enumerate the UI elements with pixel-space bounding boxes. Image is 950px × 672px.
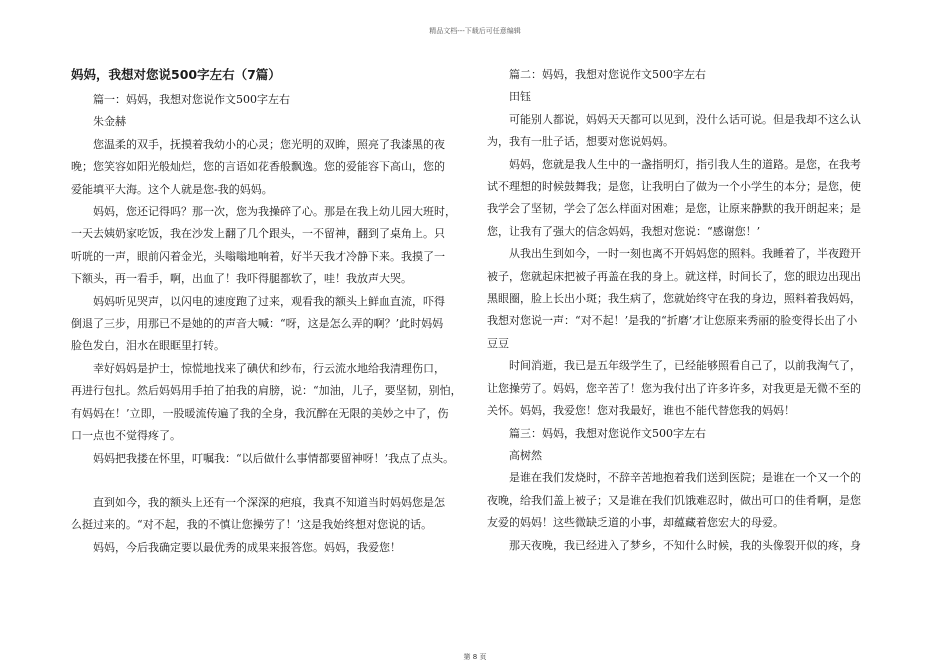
right-column: [487, 64, 885, 557]
right-text-line: 让您操劳了。妈妈，您辛苦了！您为我付出了许多许多，对我更是无微不至的: [487, 381, 861, 395]
left-text-line: 口一点也不觉得疼了。: [71, 429, 181, 443]
right-text-line: 那天夜晚，我已经进入了梦乡，不知什么时候，我的头像裂开似的疼，身: [509, 538, 861, 552]
right-text-line: 您，让我有了强大的信念妈妈，我想对您说：“感谢您！’: [487, 224, 761, 238]
left-text-line: 妈妈，今后我确定要以最优秀的成果来报答您。妈妈，我爱您！: [93, 540, 401, 554]
right-text-line: 试不理想的时候鼓舞我；是您，让我明白了做为一个小学生的本分；是您，使: [487, 180, 861, 194]
right-text-line: 篇三：妈妈，我想对您说作文500字左右: [509, 426, 706, 440]
right-text-line: 高树然: [509, 448, 542, 462]
paragraph-gap: [71, 470, 469, 492]
page-header: 精品文档---下载后可任意编辑: [429, 27, 521, 35]
right-text-line: 是谁在我们发烧时，不辞辛苦地抱着我们送到医院；是谁在一个又一个的: [509, 471, 861, 485]
left-text-line: 晚；您笑容如阳光般灿烂，您的言语如花香般飘逸。您的爱能容下高山，您的: [71, 160, 445, 174]
left-text-line: 听咣的一声，眼前闪着金光，头嗡嗡地响着，好半天我才冷静下来。我摸了一: [71, 249, 445, 263]
left-text-line: 妈妈把我搂在怀里，叮嘱我：“以后做什么事情都要留神呀！’我点了点头。: [93, 451, 455, 465]
right-text-line: 关怀。妈妈，我爱您！您对我最好，谁也不能代替您我的妈妈！: [487, 404, 795, 418]
right-text-line: 友爱的妈妈！这些微缺乏道的小事，却蕴藏着您宏大的母爱。: [487, 516, 784, 530]
left-text-line: 幸好妈妈是护士，惊慌地找来了碘伏和纱布，行云流水地给我清理伤口，: [93, 361, 445, 375]
right-text-line: 田钰: [509, 90, 531, 104]
right-text-line: 篇二：妈妈，我想对您说作文500字左右: [509, 68, 706, 81]
left-text-line: 朱金赫: [93, 115, 126, 129]
right-text-line: 时间消逝，我已是五年级学生了，已经能够照看自己了，以前我淘气了，: [509, 359, 861, 373]
left-text-line: 篇一：妈妈，我想对您说作文500字左右: [93, 93, 290, 106]
right-text-line: 从我出生到如今，一时一刻也离不开妈妈您的照料。我睡着了，半夜蹬开: [509, 247, 861, 261]
left-text-block: [71, 89, 469, 559]
right-text-line: 为，我有一肚子话，想要对您说妈妈。: [487, 135, 674, 149]
left-text-line: 脸色发白，泪水在眼眶里打转。: [71, 339, 225, 353]
right-text-line: 被子，您就起床把被子再盖在我的身上。就这样，时间长了，您的眼边出现出: [487, 269, 861, 283]
right-text-line: 可能别人都说，妈妈天天都可以见到，没什么话可说。但是我却不这么认: [509, 112, 861, 126]
left-text-line: 您温柔的双手，抚摸着我幼小的心灵；您光明的双眸，照亮了我漆黑的夜: [93, 137, 445, 151]
left-text-line: 下额头，再一看手，啊，出血了！我吓得腿都软了，哇！我放声大哭。: [71, 272, 412, 286]
left-text-line: 妈妈，您还记得吗？那一次，您为我操碎了心。那是在我上幼儿园大班时，: [93, 205, 456, 219]
document-title: 妈妈，我想对您说500字左右（7篇）: [71, 67, 281, 82]
left-text-line: 妈妈听见哭声，以闪电的速度跑了过来，观看我的额头上鲜血直流，吓得: [93, 294, 445, 308]
left-text-line: 有妈妈在！’立即，一股暖流传遍了我的全身，我沉醉在无限的美妙之中了，伤: [71, 406, 449, 420]
right-text-line: 妈妈，您就是我人生中的一盏指明灯，指引我人生的道路。是您，在我考: [509, 157, 861, 171]
left-text-line: 直到如今，我的额头上还有一个深深的疤痕，我真不知道当时妈妈您是怎: [93, 495, 445, 509]
left-text-line: 一天去姨奶家吃饭，我在沙发上翻了几个跟头，一不留神，翻到了桌角上。只: [71, 227, 445, 241]
right-text-line: 豆豆: [487, 336, 509, 350]
left-column: [71, 64, 469, 559]
left-text-line: 再进行包扎。然后妈妈用手拍了拍我的肩膀，说：“加油，儿子，要坚韧，别怕，: [71, 384, 462, 398]
page-number: 第 8 页: [463, 653, 487, 661]
left-text-line: 爱能填平大海。这个人就是您-我的妈妈。: [71, 182, 273, 196]
left-text-line: 么挺过来的。“对不起，我的不慎让您操劳了！’这是我始终想对您说的话。: [71, 518, 433, 532]
right-text-line: 黑眼圈，脸上长出小斑；我生病了，您就始终守在我的身边，照料着我妈妈，: [487, 292, 861, 306]
right-text-line: 夜晚，给我们盖上被子；又是谁在我们饥饿难忍时，做出可口的佳肴啊，是您: [487, 493, 861, 507]
left-text-line: 倒退了三步，用那已不是她的的声音大喊：“呀，这是怎么弄的啊？’此时妈妈: [71, 317, 444, 331]
right-text-line: 我学会了坚韧，学会了怎么样面对困难；是您，让原来静默的我开朗起来；是: [487, 202, 861, 216]
right-text-line: 我想对您说一声：“对不起！’是我的“折磨’才让您原来秀丽的脸变得长出了小: [487, 314, 858, 328]
right-text-block: [487, 64, 885, 557]
